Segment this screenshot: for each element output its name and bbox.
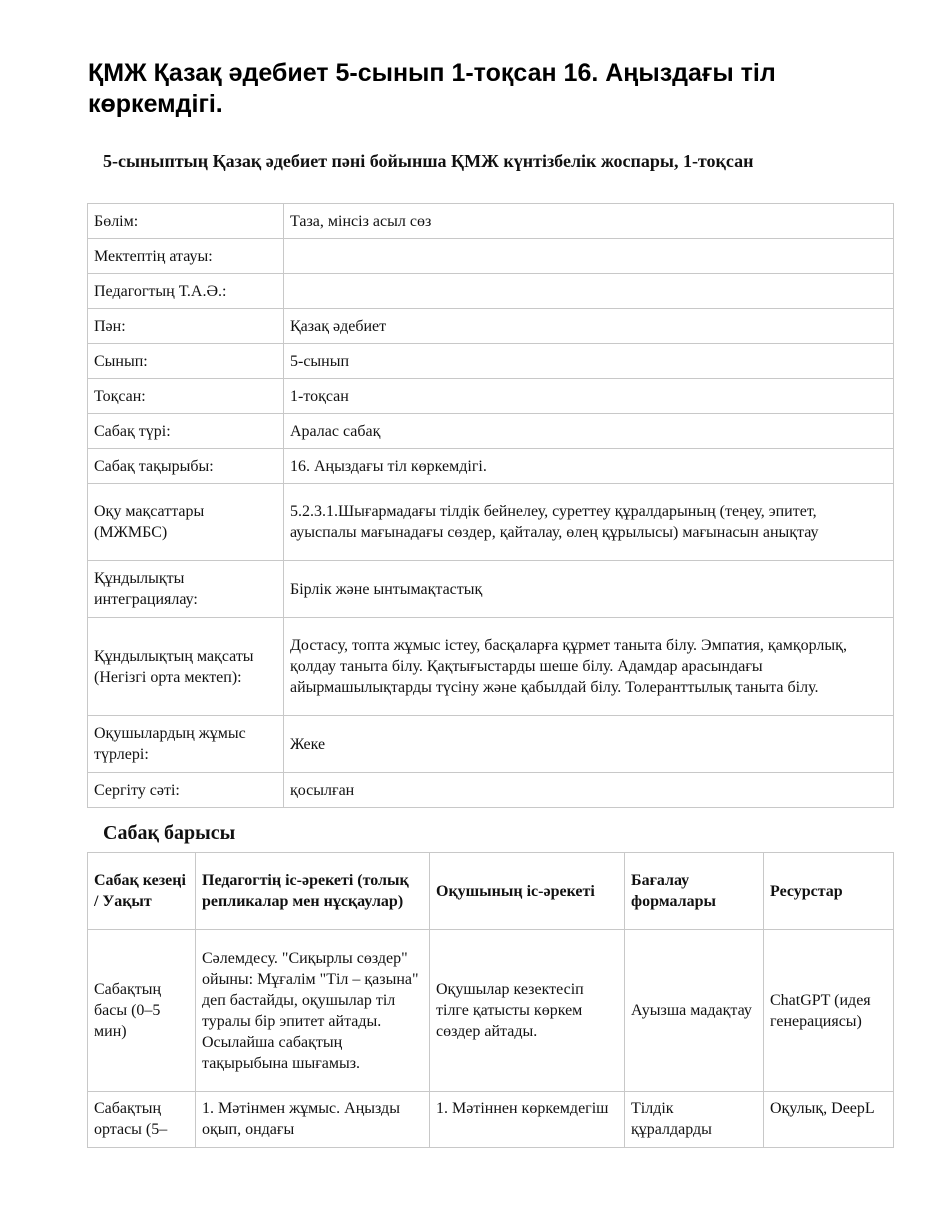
info-value: 1-тоқсан <box>284 379 894 414</box>
info-label: Құндылықтың мақсаты (Негізгі орта мектеп): <box>88 618 284 716</box>
table-row <box>88 930 894 1092</box>
info-value: қосылған <box>284 773 894 808</box>
info-value: Қазақ әдебиет <box>284 309 894 344</box>
info-value: Таза, мінсіз асыл сөз <box>284 204 894 239</box>
resources-cell: ChatGPT (идея генерациясы) <box>764 930 894 1092</box>
info-label: Педагогтың Т.А.Ә.: <box>88 274 284 309</box>
info-label: Бөлім: <box>88 204 284 239</box>
info-label: Сабақ түрі: <box>88 414 284 449</box>
column-header-teacher: Педагогтің іс-әрекеті (толық репликалар мен нұсқаулар) <box>196 853 430 930</box>
assessment-cell: Тілдік құралдарды <box>625 1092 764 1148</box>
column-header-student: Оқушының іс-әрекеті <box>430 853 625 930</box>
teacher-cell: Сәлемдесу. "Сиқырлы сөздер" ойыны: Мұғалім "Тіл – қазына" деп бастайды, оқушылар тіл туралы бір эпитет айтады. Осылайша сабақтың тақырыбына шығамыз. <box>196 930 430 1092</box>
info-value: Аралас сабақ <box>284 414 894 449</box>
info-label: Мектептің атауы: <box>88 239 284 274</box>
info-value: Жеке <box>284 716 894 773</box>
column-header-assessment: Бағалау формалары <box>625 853 764 930</box>
info-label: Оқу мақсаттары (МЖМБС) <box>88 484 284 561</box>
resources-cell: Оқулық, DeepL <box>764 1092 894 1148</box>
info-label: Тоқсан: <box>88 379 284 414</box>
info-value: 5-сынып <box>284 344 894 379</box>
info-value: 16. Аңыздағы тіл көркемдігі. <box>284 449 894 484</box>
info-label: Сергіту сәті: <box>88 773 284 808</box>
info-value: 5.2.3.1.Шығармадағы тілдік бейнелеу, суреттеу құралдарының (теңеу, эпитет, ауыспалы мағынадағы сөздер, қайталау, өлең құрылысы) мағынасын анықтау <box>284 484 894 561</box>
table-row <box>88 1092 894 1148</box>
plan-subtitle: 5-сыныптың Қазақ әдебиет пәні бойынша ҚМЖ күнтізбелік жоспары, 1-тоқсан <box>103 151 754 171</box>
lesson-process-table <box>87 852 894 1148</box>
stage-cell: Сабақтың басы (0–5 мин) <box>88 930 196 1092</box>
info-value: Достасу, топта жұмыс істеу, басқаларға құрмет таныта білу. Эмпатия, қамқорлық, қолдау таныта білу. Қақтығыстарды шеше білу. Адамдар арасындағы айырмашылықтарды түсіну және қабылдай білу. Толеранттылық таныта білу. <box>284 618 894 716</box>
student-cell: Оқушылар кезектесіп тілге қатысты көркем сөздер айтады. <box>430 930 625 1092</box>
assessment-cell: Ауызша мадақтау <box>625 930 764 1092</box>
teacher-cell: 1. Мәтінмен жұмыс. Аңызды оқып, ондағы <box>196 1092 430 1148</box>
table-header-row <box>88 853 894 930</box>
info-label: Оқушылардың жұмыс түрлері: <box>88 716 284 773</box>
lesson-process-heading: Сабақ барысы <box>103 822 236 844</box>
column-header-stage: Сабақ кезеңі / Уақыт <box>88 853 196 930</box>
info-label: Сынып: <box>88 344 284 379</box>
info-label: Сабақ тақырыбы: <box>88 449 284 484</box>
column-header-resources: Ресурстар <box>764 853 894 930</box>
student-cell: 1. Мәтіннен көркемдегіш <box>430 1092 625 1148</box>
page-title: ҚМЖ Қазақ әдебиет 5-сынып 1-тоқсан 16. Аңыздағы тіл көркемдігі. <box>88 59 776 118</box>
info-label: Пән: <box>88 309 284 344</box>
stage-cell: Сабақтың ортасы (5– <box>88 1092 196 1148</box>
info-label: Құндылықты интеграциялау: <box>88 561 284 618</box>
info-value: Бірлік және ынтымақтастық <box>284 561 894 618</box>
